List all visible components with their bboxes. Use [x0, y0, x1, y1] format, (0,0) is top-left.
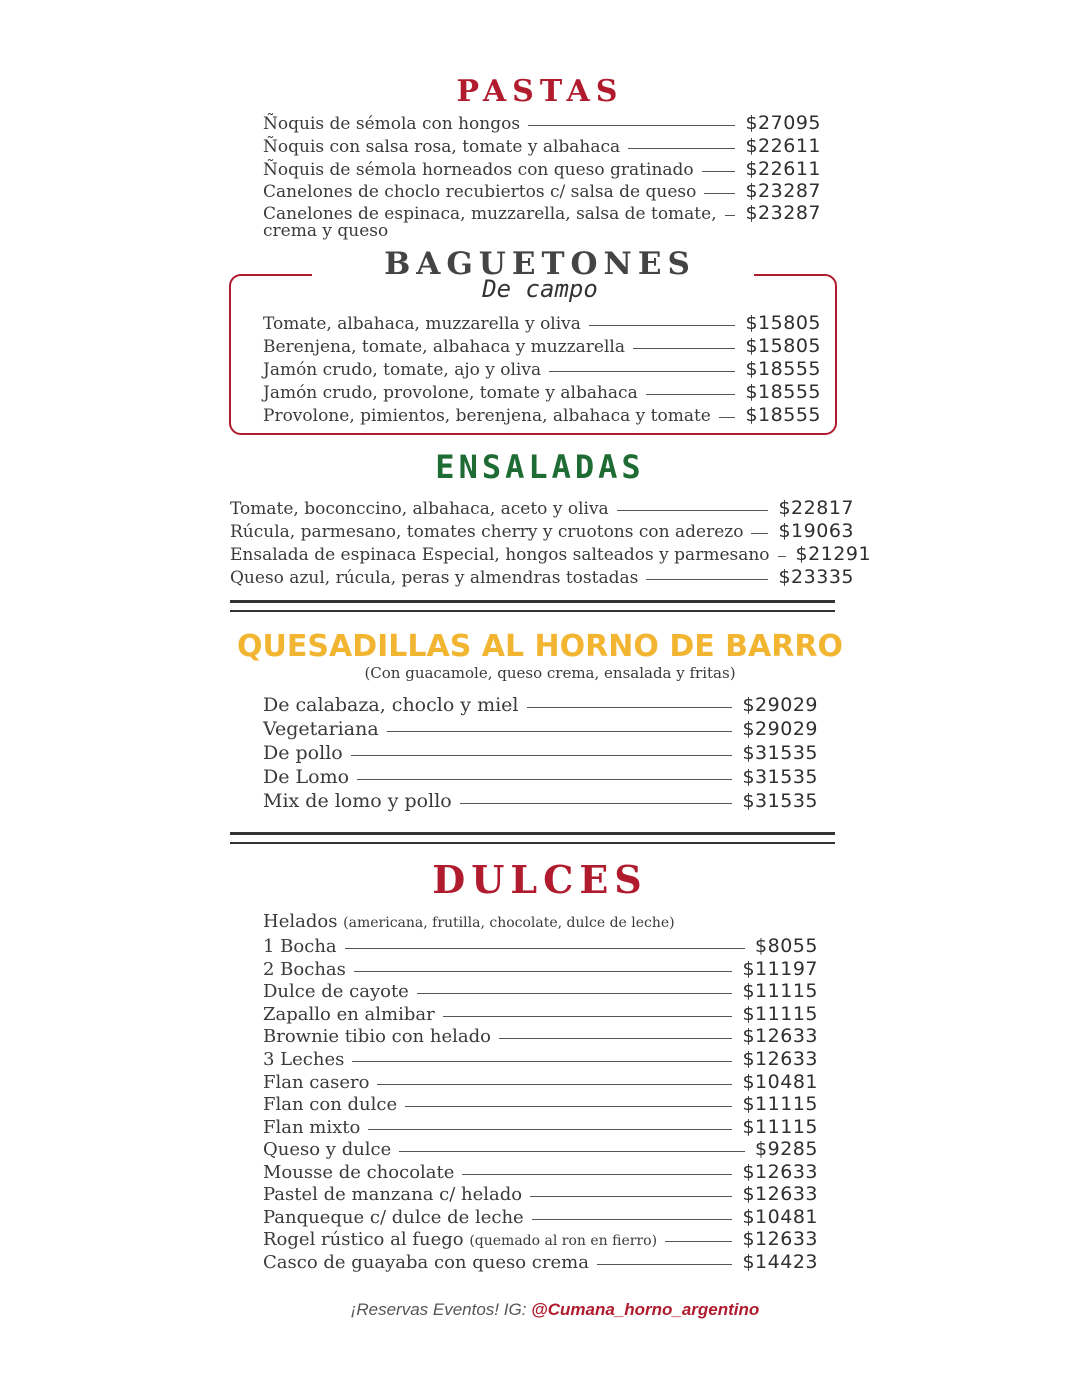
item-price: $11197	[742, 958, 818, 980]
item-name-main: Rogel rústico al fuego	[263, 1229, 464, 1250]
item-price: $23287	[745, 202, 821, 224]
item-name: Tomate, albahaca, muzzarella y oliva	[263, 314, 581, 334]
item-price: $11115	[742, 1003, 818, 1025]
item-name: Canelones de choclo recubiertos c/ salsa de queso	[263, 182, 697, 202]
helados-note: (americana, frutilla, chocolate, dulce de leche)	[343, 915, 675, 931]
item-price: $29029	[742, 694, 818, 716]
leader-line	[405, 1106, 732, 1107]
leader-line	[377, 1084, 732, 1085]
pastas-title: PASTAS	[456, 74, 624, 109]
dulces-item	[263, 1069, 818, 1093]
dulces-item	[263, 1249, 818, 1273]
leader-line	[527, 707, 733, 708]
leader-line	[460, 803, 733, 804]
leader-line	[597, 1264, 733, 1265]
item-name: 1 Bocha	[263, 936, 337, 957]
item-name: Ensalada de espinaca Especial, hongos salteados y parmesano	[230, 545, 770, 565]
footer	[340, 1300, 770, 1320]
item-name: Rúcula, parmesano, tomates cherry y cruotons con aderezo	[230, 522, 744, 542]
item-price: $31535	[742, 766, 818, 788]
dulces-item	[263, 1023, 818, 1047]
pastas-item	[263, 110, 821, 134]
item-name: Ñoquis de sémola horneados con queso gratinado	[263, 160, 694, 180]
leader-line	[354, 971, 733, 972]
item-price: $10481	[742, 1206, 818, 1228]
item-name: Provolone, pimientos, berenjena, albahaca y tomate	[263, 406, 711, 426]
item-name: Flan con dulce	[263, 1094, 398, 1115]
ensaladas-item	[230, 495, 854, 519]
leader-line	[646, 579, 768, 580]
leader-line	[532, 1219, 733, 1220]
item-name: Jamón crudo, provolone, tomate y albahaca	[263, 383, 638, 403]
item-name: Berenjena, tomate, albahaca y muzzarella	[263, 337, 625, 357]
leader-line	[357, 779, 732, 780]
leader-line	[702, 171, 736, 172]
quesadillas-item	[263, 740, 818, 764]
leader-line	[351, 755, 733, 756]
leader-line	[528, 125, 735, 126]
quesadillas-item	[263, 788, 818, 812]
item-price: $23287	[745, 180, 821, 202]
leader-line	[352, 1061, 732, 1062]
dulces-item	[263, 956, 818, 980]
item-name-note: (quemado al ron en fierro)	[469, 1233, 658, 1249]
item-name: 2 Bochas	[263, 959, 346, 980]
leader-line	[725, 215, 736, 216]
item-price: $22611	[745, 158, 821, 180]
item-name	[263, 1229, 657, 1250]
item-name: Casco de guayaba con queso crema	[263, 1252, 589, 1273]
baguetones-item	[263, 333, 821, 357]
item-name: Jamón crudo, tomate, ajo y oliva	[263, 360, 542, 380]
baguetones-item	[263, 310, 821, 334]
item-price: $22611	[745, 135, 821, 157]
leader-line	[549, 371, 735, 372]
item-price: $31535	[742, 790, 818, 812]
item-name: Dulce de cayote	[263, 981, 409, 1002]
dulces-item	[263, 1204, 818, 1228]
quesadillas-subtitle: (Con guacamole, queso crema, ensalada y fritas)	[364, 664, 736, 682]
item-name: Mix de lomo y pollo	[263, 790, 452, 812]
leader-line	[628, 148, 735, 149]
leader-line	[778, 556, 786, 557]
item-name: Tomate, boconccino, albahaca, aceto y oliva	[230, 499, 609, 519]
item-price: $15805	[745, 312, 821, 334]
item-name-continuation: crema y queso	[263, 221, 389, 241]
dulces-item	[263, 1091, 818, 1115]
item-price: $8055	[755, 935, 818, 957]
item-name: De Lomo	[263, 766, 350, 788]
dulces-item	[263, 1136, 818, 1160]
item-price: $11115	[742, 1093, 818, 1115]
item-name: Canelones de espinaca, muzzarella, salsa de tomate,	[263, 204, 717, 224]
item-name: Brownie tibio con helado	[263, 1026, 491, 1047]
item-price: $29029	[742, 718, 818, 740]
section-divider	[230, 600, 835, 612]
item-price: $18555	[745, 358, 821, 380]
item-price: $22817	[778, 497, 854, 519]
item-price: $14423	[742, 1251, 818, 1273]
leader-line	[345, 948, 745, 949]
leader-line	[387, 731, 733, 732]
dulces-item	[263, 1181, 818, 1205]
leader-line	[589, 325, 736, 326]
leader-line	[530, 1196, 732, 1197]
item-name: Flan mixto	[263, 1117, 361, 1138]
dulces-item	[263, 1159, 818, 1183]
quesadillas-item	[263, 764, 818, 788]
dulces-item	[263, 1226, 818, 1250]
item-price: $11115	[742, 1116, 818, 1138]
leader-line	[751, 533, 768, 534]
leader-line	[368, 1129, 732, 1130]
item-price: $18555	[745, 404, 821, 426]
item-name: Panqueque c/ dulce de leche	[263, 1207, 524, 1228]
helados-label: Helados	[263, 911, 338, 932]
leader-line	[704, 193, 735, 194]
instagram-handle-link[interactable]: @Cumana_horno_argentino	[531, 1300, 760, 1319]
quesadillas-item	[263, 692, 818, 716]
leader-line	[646, 394, 736, 395]
item-price: $27095	[745, 112, 821, 134]
item-name: Vegetariana	[263, 718, 379, 740]
dulces-item	[263, 1001, 818, 1025]
baguetones-subtitle: De campo	[482, 275, 598, 303]
helados-heading	[263, 911, 675, 932]
item-name: Pastel de manzana c/ helado	[263, 1184, 523, 1205]
item-price: $12633	[742, 1228, 818, 1250]
item-price: $31535	[742, 742, 818, 764]
item-price: $21291	[795, 543, 872, 565]
quesadillas-item	[263, 716, 818, 740]
item-name: Queso azul, rúcula, peras y almendras tostadas	[230, 568, 639, 588]
item-price: $10481	[742, 1071, 818, 1093]
ensaladas-item	[230, 518, 854, 542]
item-name: 3 Leches	[263, 1049, 345, 1070]
item-price: $18555	[745, 381, 821, 403]
item-price: $23335	[778, 566, 854, 588]
item-name: Flan casero	[263, 1072, 370, 1093]
pastas-item	[263, 178, 821, 202]
baguetones-item	[263, 356, 821, 380]
item-name: Zapallo en almibar	[263, 1004, 435, 1025]
pastas-item	[263, 156, 821, 180]
item-price: $11115	[742, 980, 818, 1002]
item-name: Ñoquis de sémola con hongos	[263, 114, 521, 134]
leader-line	[443, 1016, 733, 1017]
ensaladas-item	[230, 541, 872, 565]
leader-line	[399, 1151, 745, 1152]
item-price: $12633	[742, 1183, 818, 1205]
dulces-title: DULCES	[432, 857, 648, 902]
leader-line	[633, 348, 735, 349]
item-price: $12633	[742, 1161, 818, 1183]
item-name: Ñoquis con salsa rosa, tomate y albahaca	[263, 137, 621, 157]
baguetones-item	[263, 402, 821, 426]
item-name: Queso y dulce	[263, 1139, 392, 1160]
item-name: De pollo	[263, 742, 343, 764]
leader-line	[417, 993, 733, 994]
quesadillas-title: QUESADILLAS AL HORNO DE BARRO	[237, 629, 843, 664]
item-price: $12633	[742, 1048, 818, 1070]
baguetones-title: BAGUETONES	[384, 246, 696, 282]
leader-line	[499, 1038, 733, 1039]
item-price: $9285	[755, 1138, 818, 1160]
pastas-item	[263, 133, 821, 157]
ensaladas-title: ENSALADAS	[435, 448, 645, 486]
section-divider	[230, 832, 835, 844]
leader-line	[462, 1174, 732, 1175]
leader-line	[617, 510, 769, 511]
dulces-item	[263, 1114, 818, 1138]
dulces-item	[263, 978, 818, 1002]
item-price: $19063	[778, 520, 854, 542]
item-price: $15805	[745, 335, 821, 357]
baguetones-item	[263, 379, 821, 403]
item-name: De calabaza, choclo y miel	[263, 694, 519, 716]
dulces-item	[263, 1046, 818, 1070]
item-name: Mousse de chocolate	[263, 1162, 455, 1183]
dulces-item	[263, 933, 818, 957]
leader-line	[719, 417, 736, 418]
footer-text: ¡Reservas Eventos! IG:	[350, 1300, 532, 1319]
item-price: $12633	[742, 1025, 818, 1047]
leader-line	[665, 1241, 732, 1242]
ensaladas-item	[230, 564, 854, 588]
